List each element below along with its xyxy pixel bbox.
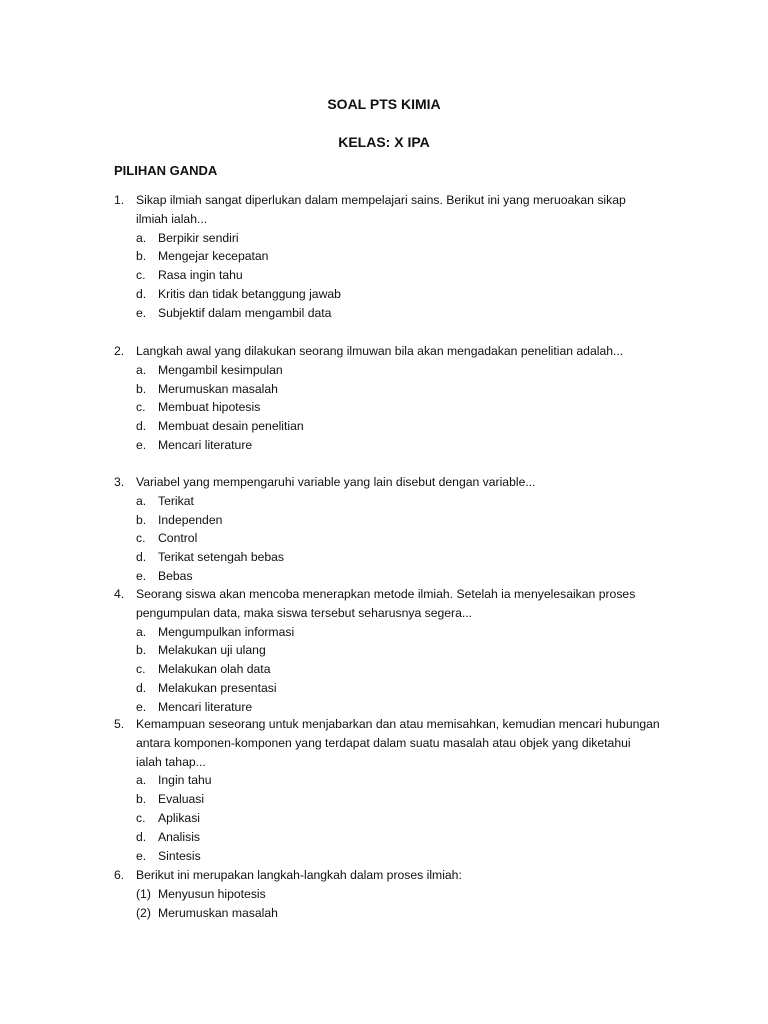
question-text: pengumpulan data, maka siswa tersebut seharusnya segera... — [136, 605, 473, 620]
option-label: (2) — [136, 905, 151, 920]
option-label: a. — [136, 773, 147, 788]
option-label: d. — [136, 419, 147, 434]
option-label: b. — [136, 249, 147, 264]
option-label: b. — [136, 381, 147, 396]
option-label: a. — [136, 230, 147, 245]
question-text: ialah tahap... — [136, 754, 206, 769]
option-label: c. — [136, 531, 146, 546]
option-text: Terikat setengah bebas — [158, 550, 285, 565]
document-subtitle: KELAS: X IPA — [338, 134, 430, 150]
question-number: 3. — [114, 475, 125, 489]
question-text: Berikut ini merupakan langkah-langkah dalam proses ilmiah: — [136, 868, 462, 882]
question-text: antara komponen-komponen yang terdapat dalam suatu masalah atau objek yang diketahui — [136, 735, 631, 750]
option-text: Analisis — [158, 829, 200, 844]
option-text: Merumuskan masalah — [158, 905, 278, 920]
option-label: e. — [136, 438, 147, 452]
option-text: Bebas — [158, 569, 193, 583]
option-text: Sintesis — [158, 848, 201, 863]
option-label: e. — [136, 569, 147, 583]
question-number: 5. — [114, 717, 125, 731]
question-text: Seorang siswa akan mencoba menerapkan metode ilmiah. Setelah ia menyelesaikan proses — [136, 587, 636, 601]
option-text: Mengumpulkan informasi — [158, 624, 295, 639]
option-text: Membuat hipotesis — [158, 400, 261, 415]
option-text: Melakukan presentasi — [158, 681, 277, 695]
option-label: (1) — [136, 886, 151, 901]
option-text: Independen — [158, 512, 223, 527]
option-text: Rasa ingin tahu — [158, 268, 243, 283]
question-number: 6. — [114, 868, 125, 882]
option-text: Menyusun hipotesis — [158, 886, 266, 901]
question-text: Sikap ilmiah sangat diperlukan dalam mempelajari sains. Berikut ini yang meruoakan sikap — [136, 193, 626, 207]
option-label: a. — [136, 624, 147, 639]
section-heading: PILIHAN GANDA — [114, 163, 218, 178]
option-text: Mengejar kecepatan — [158, 249, 269, 264]
option-label: a. — [136, 362, 147, 377]
option-text: Membuat desain penelitian — [158, 419, 304, 434]
option-text: Subjektif dalam mengambil data — [158, 305, 332, 320]
option-label: c. — [136, 268, 146, 283]
document-title: SOAL PTS KIMIA — [327, 96, 441, 112]
option-label: e. — [136, 848, 147, 863]
option-label: d. — [136, 287, 147, 301]
option-text: Melakukan uji ulang — [158, 643, 266, 658]
option-text: Evaluasi — [158, 792, 205, 807]
option-label: b. — [136, 512, 147, 527]
option-text: Kritis dan tidak betanggung jawab — [158, 287, 341, 301]
option-text: Aplikasi — [158, 811, 200, 825]
question-text: Variabel yang mempengaruhi variable yang lain disebut dengan variable... — [136, 475, 536, 489]
option-text: Merumuskan masalah — [158, 381, 278, 396]
option-label: c. — [136, 811, 146, 825]
question-text: Kemampuan seseorang untuk menjabarkan dan atau memisahkan, kemudian mencari hubungan — [136, 717, 660, 731]
option-label: e. — [136, 305, 147, 320]
option-text: Ingin tahu — [158, 773, 212, 788]
option-text: Mencari literature — [158, 438, 253, 452]
option-label: d. — [136, 681, 147, 695]
option-label: c. — [136, 662, 146, 677]
option-label: b. — [136, 643, 147, 658]
option-text: Mencari literature — [158, 699, 253, 714]
option-text: Berpikir sendiri — [158, 230, 239, 245]
option-text: Mengambil kesimpulan — [158, 362, 283, 377]
option-label: a. — [136, 493, 147, 508]
option-label: d. — [136, 550, 147, 565]
option-text: Terikat — [158, 493, 194, 508]
option-label: b. — [136, 792, 147, 807]
question-number: 4. — [114, 587, 125, 601]
question-text: Langkah awal yang dilakukan seorang ilmuwan bila akan mengadakan penelitian adalah... — [136, 344, 624, 358]
option-label: c. — [136, 400, 146, 415]
option-text: Melakukan olah data — [158, 662, 271, 677]
question-number: 1. — [114, 193, 125, 207]
question-number: 2. — [114, 344, 125, 358]
option-label: d. — [136, 829, 147, 844]
option-label: e. — [136, 699, 147, 714]
option-text: Control — [158, 531, 198, 546]
question-text: ilmiah ialah... — [136, 211, 208, 226]
